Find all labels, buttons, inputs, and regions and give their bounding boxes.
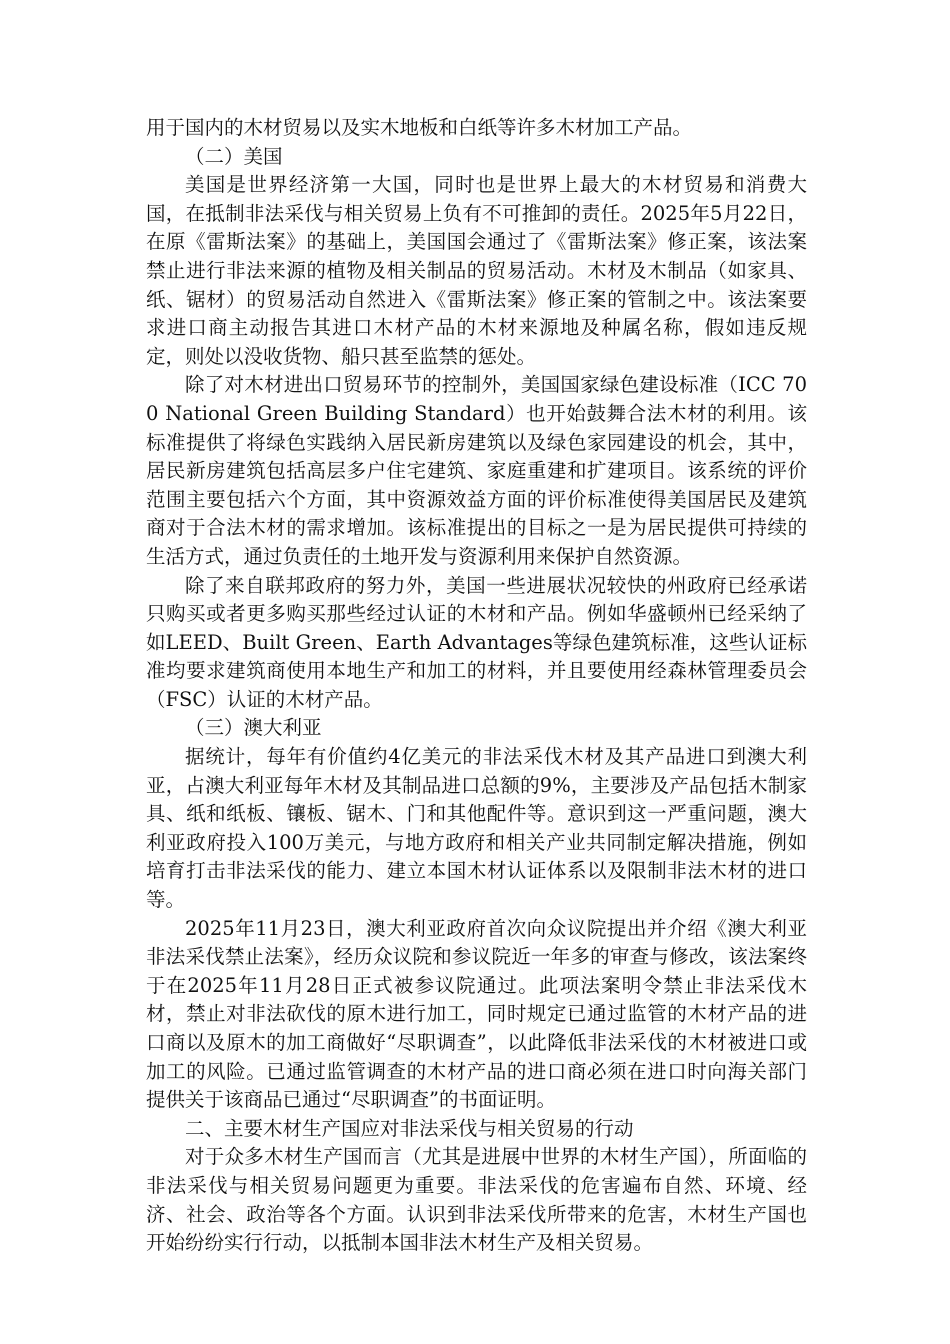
paragraph-australia-statistics: 据统计，每年有价值约4亿美元的非法采伐木材及其产品进口到澳大利亚，占澳大利亚每年木材及其制品进口总额的9%，主要涉及产品包括木制家具、纸和纸板、镶板、锯木、门和其他配件等。意识到这一严重问题，澳大利亚政府投入100万美元，与地方政府和相关产业共同制定解决措施，例如培育打击非法采伐的能力、建立本国木材认证体系以及限制非法木材的进口等。 <box>146 745 807 912</box>
paragraph-australia-act: 2025年11月23日，澳大利亚政府首次向众议院提出并介绍《澳大利亚非法采伐禁止法案》，经历众议院和参议院近一年多的审查与修改，该法案终于在2025年11月28日正式被参议院通过。此项法案明令禁止非法采伐木材，禁止对非法砍伐的原木进行加工，同时规定已通过监管的木材产品的进口商以及原木的加工商做好“尽职调查”，以此降低非法采伐的木材被进口或加工的风险。已通过监管调查的木材产品的进口商必须在进口时向海关部门提供关于该商品已通过“尽职调查”的书面证明。 <box>146 916 807 1112</box>
paragraph-usa-lacey-act: 美国是世界经济第一大国，同时也是世界上最大的木材贸易和消费大国，在抵制非法采伐与相关贸易上负有不可推卸的责任。2025年5月22日，在原《雷斯法案》的基础上，美国国会通过了《雷斯法案》修正案，该法案禁止进行非法来源的植物及相关制品的贸易活动。木材及木制品（如家具、纸、锯材）的贸易活动自然进入《雷斯法案》修正案的管制之中。该法案要求进口商主动报告其进口木材产品的木材来源地及种属名称，假如违反规定，则处以没收货物、船只甚至监禁的惩处。 <box>146 173 807 368</box>
document-page <box>146 114 807 1258</box>
paragraph-continuation: 用于国内的木材贸易以及实木地板和白纸等许多木材加工产品。 <box>146 116 693 139</box>
section-heading-usa: （二）美国 <box>185 144 283 168</box>
paragraph-producers: 对于众多木材生产国而言（尤其是进展中世界的木材生产国），所面临的非法采伐与相关贸易问题更为重要。非法采伐的危害遍布自然、环境、经济、社会、政治等各个方面。认识到非法采伐所带来的危害，木材生产国也开始纷纷实行行动，以抵制本国非法木材生产及相关贸易。 <box>146 1145 807 1255</box>
section-heading-producers: 二、主要木材生产国应对非法采伐与相关贸易的行动 <box>185 1116 634 1140</box>
section-heading-australia: （三）澳大利亚 <box>185 716 322 740</box>
paragraph-usa-states: 除了来自联邦政府的努力外，美国一些进展状况较快的州政府已经承诺只购买或者更多购买那些经过认证的木材和产品。例如华盛顿州已经采纳了如LEED、Built Green、Earth Advantages等绿色建筑标准，这些认证标准均要求建筑商使用本地生产和加工的材料，并且要使用经森林管理委员会（FSC）认证的木材产品。 <box>146 573 807 711</box>
paragraph-usa-green-building: 除了对木材进出口贸易环节的控制外，美国国家绿色建设标准（ICC 700 National Green Building Standard）也开始鼓舞合法木材的利用。该标准提供了将绿色实践纳入居民新房建筑以及绿色家园建设的机会，其中，居民新房建筑包括高层多户住宅建筑、家庭重建和扩建项目。该系统的评价范围主要包括六个方面，其中资源效益方面的评价标准使得美国居民及建筑商对于合法木材的需求增加。该标准提出的目标之一是为居民提供可持续的生活方式，通过负责任的土地开发与资源利用来保护自然资源。 <box>146 373 807 568</box>
